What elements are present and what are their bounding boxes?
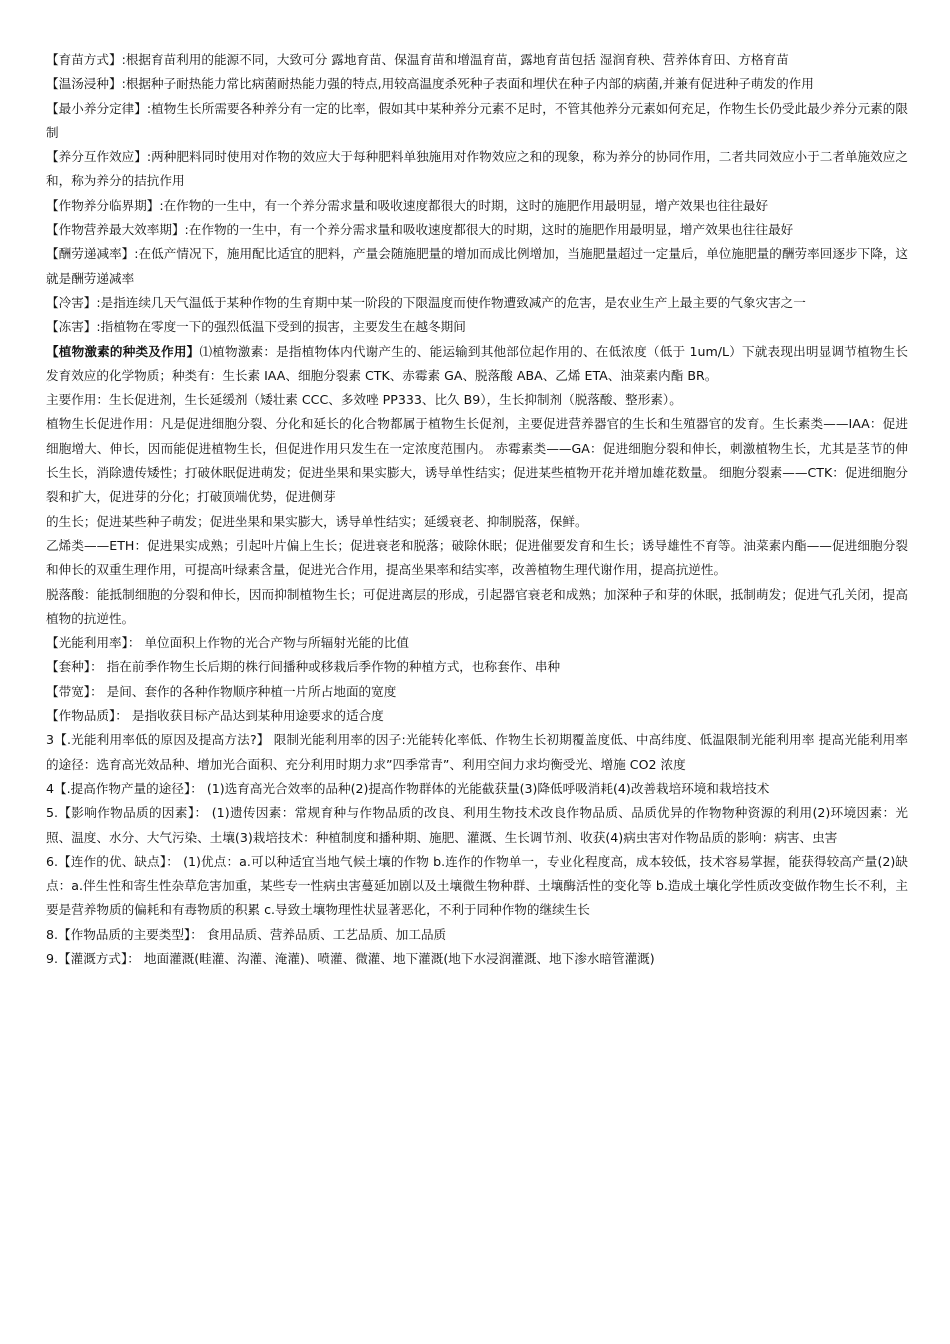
paragraph-freezing-injury — [46, 315, 908, 339]
paragraph-text: 6.【连作的优、缺点】： (1)优点：a.可以种适宜当地气候土壤的作物 b.连作的作物单一，专业化程度高，成本较低，技术容易掌握，能获得较高产量(2)缺点：a.伴生性和寄生性杂草危害加重，某些专一性病虫害蔓延加剧以及土壤微生物种群、土壤酶活性的变化等 b.造成土壤化学性质改变做作物生长不利，主要是营养物质的偏耗和有毒物质的积累 c.导致土壤物理性状显著恶化，不利于同种作物的继续生长 — [46, 853, 908, 918]
paragraph-text: 【带宽】： 是间、套作的各种作物顺序种植一片所占地面的宽度 — [46, 683, 397, 699]
paragraph-growth-promotion — [46, 412, 908, 509]
paragraph-strip-width — [46, 680, 908, 704]
paragraph-growth-promotion-cont — [46, 510, 908, 534]
paragraph-text: 【养分互作效应】:两种肥料同时使用对作物的效应大于每种肥料单独施用对作物效应之和的现象，称为养分的协同作用，二者共同效应小于二者单施效应之和，称为养分的拮抗作用 — [46, 149, 908, 189]
paragraph-diminishing-returns — [46, 242, 908, 291]
paragraph-law-of-minimum — [46, 97, 908, 146]
paragraph-ethylene — [46, 534, 908, 583]
paragraph-max-efficiency-period — [46, 218, 908, 242]
paragraph-text: 【作物品质】： 是指收获目标产品达到某种用途要求的适合度 — [46, 708, 384, 724]
paragraph-warm-water-soaking — [46, 72, 908, 96]
paragraph-text: 【酬劳递减率】:在低产情况下，施用配比适宜的肥料，产量会随施肥量的增加而成比例增加，当施肥量超过一定量后，单位施肥量的酬劳率回逐步下降，这就是酬劳递减率 — [46, 246, 908, 286]
paragraph-q4-yield — [46, 777, 908, 801]
paragraph-text: 脱落酸：能抵制细胞的分裂和伸长，因而抑制植物生长；可促进离层的形成，引起器官衰老和成熟；加深种子和芽的休眠，抵制萌发；促进气孔关闭，提高植物的抗逆性。 — [46, 586, 908, 626]
paragraph-text: 【冷害】:是指连续几天气温低于某种作物的生育期中某一阶段的下限温度而使作物遭致减产的危害，是农业生产上最主要的气象灾害之一 — [46, 294, 806, 310]
paragraph-q9-irrigation — [46, 947, 908, 971]
paragraph-text: 5.【影响作物品质的因素】： (1)遗传因素：常规育种与作物品质的改良、利用生物技术改良作物品质、品质优异的作物物种资源的利用(2)环境因素：光照、温度、水分、大气污染、土壤(3)栽培技术：种植制度和播种期、施肥、灌溉、生长调节剂、收获(4)病虫害对作物品质的影响：病害、虫害 — [46, 805, 908, 845]
paragraph-q8-quality-types — [46, 923, 908, 947]
paragraph-text: 3【.光能利用率低的原因及提高方法?】 限制光能利用率的因子:光能转化率低、作物生长初期覆盖度低、中高纬度、低温限制光能利用率 提高光能利用率的途径：选育高光效品种、增加光合面积、充分利用时期力求”四季常青”、利用空间力求均衡受光、增施 CO2 浓度 — [46, 732, 908, 772]
paragraph-text: 9.【灌溉方式】： 地面灌溉(畦灌、沟灌、淹灌)、喷灌、微灌、地下灌溉(地下水浸润灌溉、地下渗水暗管灌溉) — [46, 950, 655, 966]
paragraph-q5-quality-factors — [46, 801, 908, 850]
paragraph-relay-intercropping — [46, 655, 908, 679]
paragraph-nutrient-interaction — [46, 145, 908, 194]
paragraph-text: 【作物养分临界期】:在作物的一生中，有一个养分需求量和吸收速度都很大的时期，这时的施肥作用最明显，增产效果也往往最好 — [46, 197, 769, 213]
paragraph-q3-light-efficiency — [46, 728, 908, 777]
paragraph-text: 乙烯类——ETH：促进果实成熟；引起叶片偏上生长；促进衰老和脱落；破除休眠；促进催要发育和生长；诱导雄性不育等。油菜素内酯——促进细胞分裂和伸长的双重生理作用，可提高叶绿素含量，促进光合作用，提高坐果率和结实率，改善植物生理代谢作用，提高抗逆性。 — [46, 537, 908, 578]
paragraph-crop-quality — [46, 704, 908, 728]
paragraph-text: 【育苗方式】:根据育苗利用的能源不同，大致可分 露地育苗、保温育苗和增温育苗，露地育苗包括 湿润育秧、营养体育田、方格育苗 — [46, 52, 789, 67]
paragraph-text: 主要作用：生长促进剂，生长延缓剂（矮壮素 CCC、多效唑 PP333、比久 B9），生长抑制剂（脱落酸、整形素）。 — [46, 392, 682, 408]
paragraph-text: 【最小养分定律】:植物生长所需要各种养分有一定的比率，假如其中某种养分元素不足时，不管其他养分元素如何充足，作物生长仍受此最少养分元素的限制 — [46, 100, 908, 140]
paragraph-text: 4【.提高作物产量的途径】： (1)选育高光合效率的品种(2)提高作物群体的光能截获量(3)降低呼吸消耗(4)改善栽培环境和栽培技术 — [46, 780, 770, 796]
paragraph-chilling-injury — [46, 291, 908, 315]
paragraph-light-use-efficiency — [46, 631, 908, 655]
paragraph-abscisic-acid — [46, 583, 908, 632]
paragraph-text: ⑴植物激素：是指植物体内代谢产生的、能运输到其他部位起作用的、在低浓度（低于 1um/L）下就表现出明显调节植物生长发育效应的化学物质；种类有：生长素 IAA、细胞分裂素 CTK、赤霉素 GA、脱落酸 ABA、乙烯 ETA、油菜素内酯 BR。 — [46, 343, 909, 383]
paragraph-text: 【温汤浸种】:根据种子耐热能力常比病菌耐热能力强的特点,用较高温度杀死种子表面和埋伏在种子内部的病菌,并兼有促进种子萌发的作用 — [46, 76, 814, 92]
paragraph-heading: 【植物激素的种类及作用】 — [46, 343, 200, 359]
paragraph-plant-hormones — [46, 340, 908, 389]
paragraph-main-functions — [46, 388, 908, 412]
paragraph-nursery-methods — [46, 48, 908, 72]
paragraph-text: 8.【作物品质的主要类型】： 食用品质、营养品质、工艺品质、加工品质 — [46, 926, 447, 942]
paragraph-critical-period — [46, 194, 908, 218]
paragraph-text: 的生长；促进某些种子萌发；促进坐果和果实膨大，诱导单性结实；延缓衰老、抑制脱落，保鲜。 — [46, 513, 588, 529]
paragraph-text: 【光能利用率】： 单位面积上作物的光合产物与所辐射光能的比值 — [46, 635, 409, 651]
document-page — [46, 48, 908, 971]
paragraph-text: 植物生长促进作用：凡是促进细胞分裂、分化和延长的化合物都属于植物生长促剂，主要促进营养器官的生长和生殖器官的发育。生长素类——IAA：促进细胞增大、伸长，因而能促进植物生长，但促进作用只发生在一定浓度范围内。 赤霉素类——GA：促进细胞分裂和伸长，刺激植物生长，尤其是茎节的伸长生长，消除遗传矮性；打破休眠促进萌发；促进坐果和果实膨大，诱导单性结实；促进某些植物开花并增加雄花数量。 细胞分裂素——CTK：促进细胞分裂和扩大，促进芽的分化；打破顶端优势，促进侧芽 — [46, 416, 908, 505]
paragraph-text: 【冻害】:指植物在零度一下的强烈低温下受到的损害，主要发生在越冬期间 — [46, 319, 466, 335]
paragraph-text: 【作物营养最大效率期】:在作物的一生中，有一个养分需求量和吸收速度都很大的时期，这时的施肥作用最明显，增产效果也往往最好 — [46, 222, 794, 238]
paragraph-q6-continuous-cropping — [46, 850, 908, 923]
paragraph-text: 【套种】： 指在前季作物生长后期的株行间播种或移栽后季作物的种植方式，也称套作、串种 — [46, 659, 561, 675]
